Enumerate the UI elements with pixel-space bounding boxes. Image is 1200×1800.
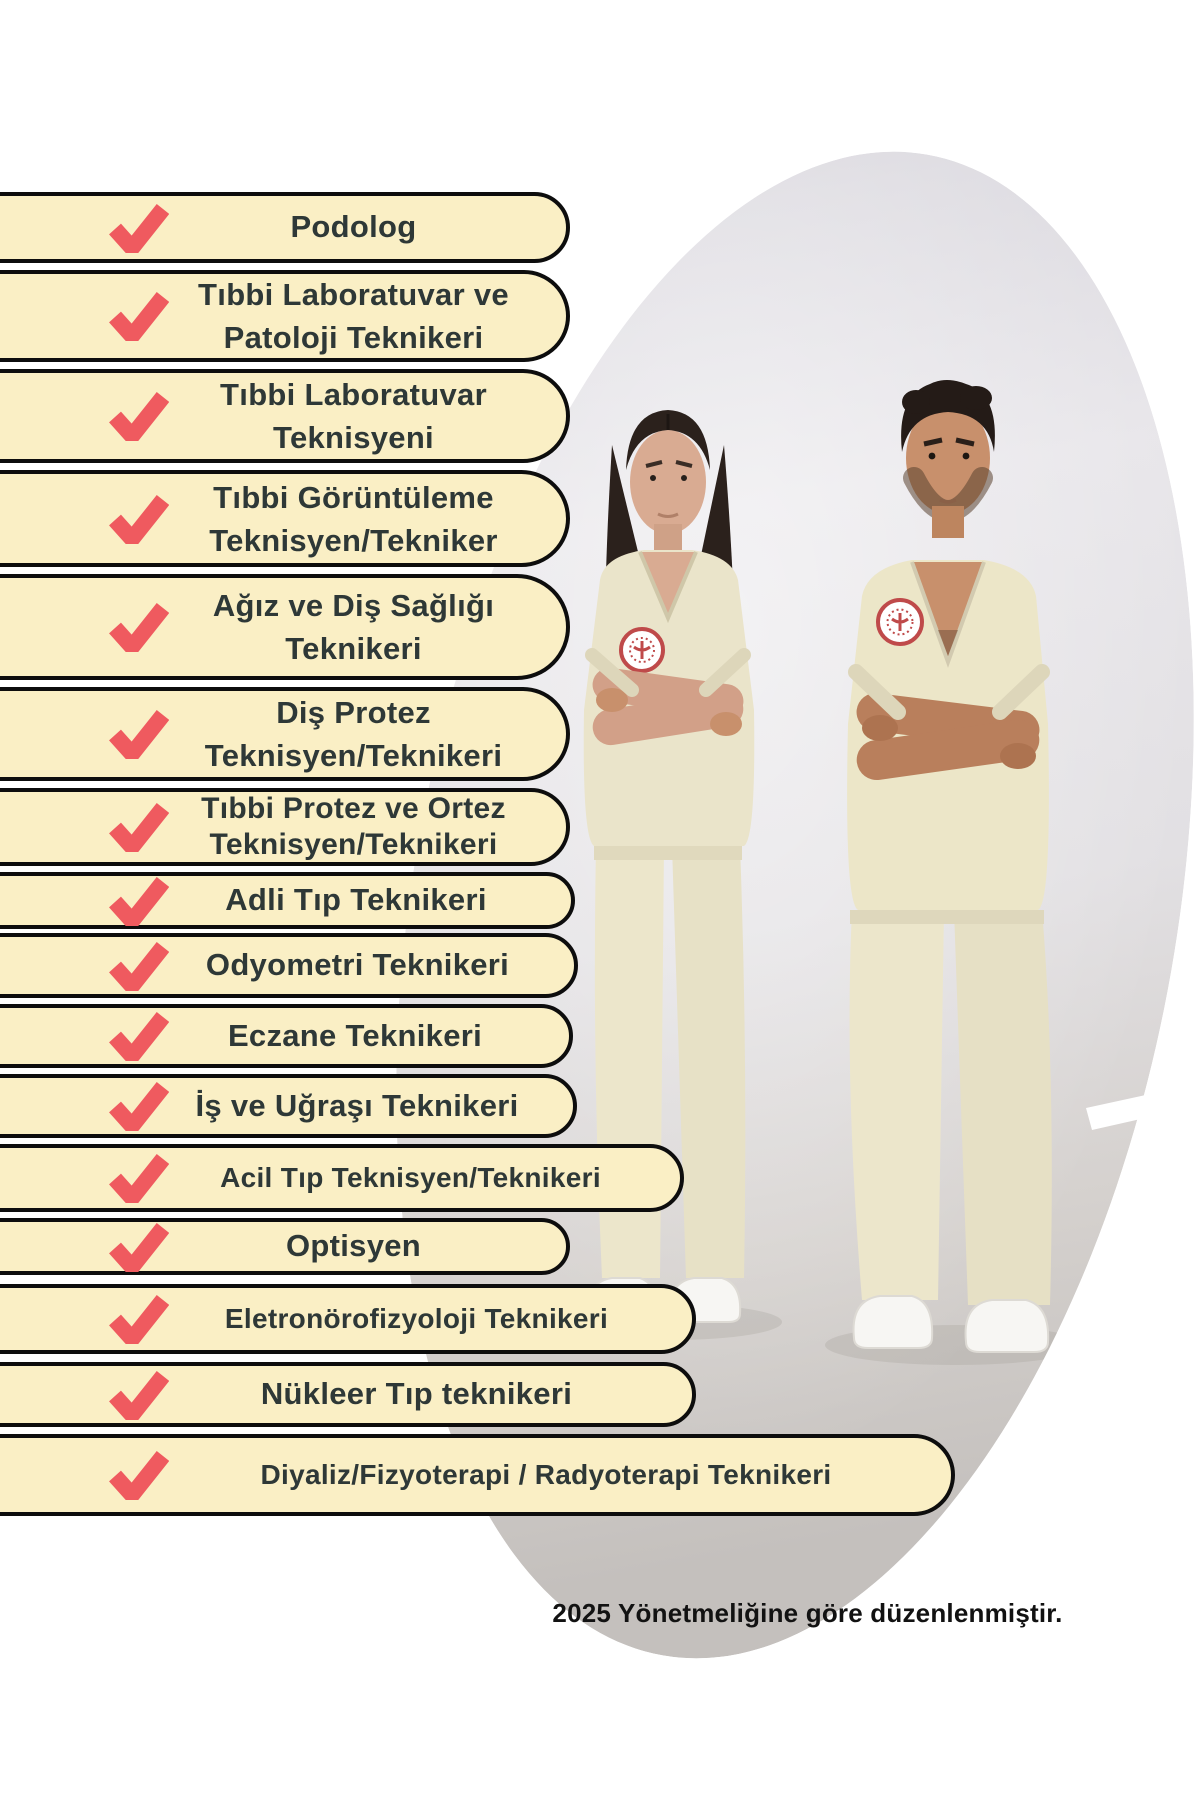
checkmark-icon — [107, 802, 169, 852]
list-item-label: Eletronörofizyoloji Teknikeri — [224, 1303, 609, 1335]
list-item-label: Optisyen — [285, 1228, 422, 1264]
list-item-label: Eczane Teknikeri — [227, 1017, 483, 1053]
list-item — [0, 270, 570, 362]
checkmark-icon — [107, 494, 169, 544]
list-item-label: Diş Protez Teknisyen/Teknikeri — [204, 695, 503, 773]
list-item — [0, 1434, 955, 1516]
list-item — [0, 1218, 570, 1275]
checkmark-icon — [107, 1081, 169, 1131]
checkmark-icon — [107, 709, 169, 759]
list-item-label: İş ve Uğraşı Teknikeri — [195, 1087, 519, 1123]
checkmark-icon — [107, 602, 169, 652]
checkmark-icon — [107, 203, 169, 253]
list-item-label: Tıbbi Laboratuvar ve Patoloji Teknikeri — [198, 277, 509, 355]
checkmark-icon — [107, 1153, 169, 1203]
list-item — [0, 872, 575, 929]
checkmark-icon — [107, 1011, 169, 1061]
list-item — [0, 788, 570, 866]
list-item — [0, 1074, 577, 1138]
checkmark-icon — [107, 291, 169, 341]
list-item — [0, 574, 570, 680]
list-item — [0, 687, 570, 781]
checkmark-icon — [107, 1222, 169, 1272]
list-item-label: Adli Tıp Teknikeri — [225, 882, 487, 918]
list-item — [0, 1144, 684, 1212]
list-item-label: Ağız ve Diş Sağlığı Teknikeri — [212, 588, 495, 666]
list-item — [0, 1004, 573, 1068]
list-item — [0, 1284, 696, 1354]
footer-note: 2025 Yönetmeliğine göre düzenlenmiştir. — [552, 1598, 1063, 1628]
list-item-label: Tıbbi Laboratuvar Teknisyeni — [220, 377, 487, 455]
list-item — [0, 933, 578, 998]
list-item — [0, 470, 570, 567]
list-item-label: Tıbbi Görüntüleme Teknisyen/Tekniker — [209, 479, 498, 558]
list-item-label: Podolog — [290, 209, 417, 245]
list-item-label: Nükleer Tıp teknikeri — [260, 1376, 573, 1412]
list-item-label: Acil Tıp Teknisyen/Teknikeri — [220, 1162, 601, 1194]
checkmark-icon — [107, 1294, 169, 1344]
list-item — [0, 369, 570, 463]
checkmark-icon — [107, 941, 169, 991]
checkmark-icon — [107, 876, 169, 926]
list-item-label: Diyaliz/Fizyoterapi / Radyoterapi Teknikeri — [260, 1459, 832, 1491]
list-item-label: Odyometri Teknikeri — [205, 947, 510, 983]
list-item-label: Tıbbi Protez ve Ortez Teknisyen/Teknikeri — [201, 792, 506, 861]
checkmark-icon — [107, 1370, 169, 1420]
checkmark-icon — [107, 391, 169, 441]
checkmark-icon — [107, 1450, 169, 1500]
list-item — [0, 192, 570, 263]
list-item — [0, 1362, 696, 1427]
